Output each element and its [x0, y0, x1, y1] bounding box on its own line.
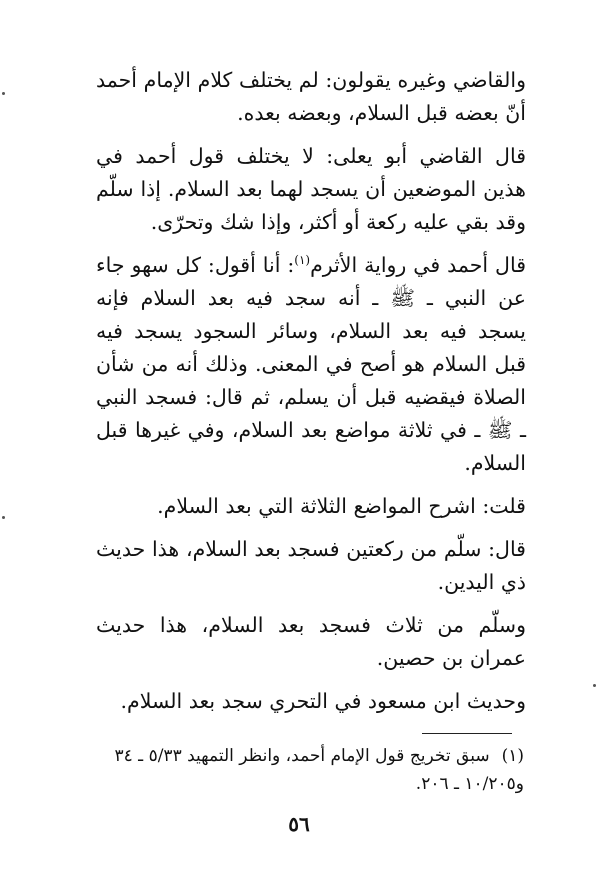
margin-mark: [2, 92, 5, 95]
footnote-reference[interactable]: (١): [294, 253, 311, 268]
paragraph-7: وحديث ابن مسعود في التحري سجد بعد السلام.: [120, 689, 526, 713]
paragraph-5: قال: سلّم من ركعتين فسجد بعد السلام، هذا حديث ذي اليدين.: [96, 537, 526, 594]
paragraph-6: وسلّم من ثلاث فسجد بعد السلام، هذا حديث عمران بن حصين.: [96, 613, 526, 670]
page-number: ٥٦: [288, 812, 310, 836]
footnote-divider: [422, 733, 512, 734]
paragraph-1: والقاضي وغيره يقولون: لم يختلف كلام الإمام أحمد أنّ بعضه قبل السلام، وبعضه بعده.: [96, 68, 526, 125]
footnote: [86, 742, 524, 798]
athram-text-rest: : أنا أقول: كل سهو جاء عن النبي ـ ﷺ ـ أنه سجد فيه بعد السلام فإنه يسجد فيه بعد السلام، وسائر السجود يسجد فيه قبل السلام هو أصح في المعنى. وذلك أنه من شأن الصلاة فيقضيه قبل أن يسلم، ثم قال: فسجد النبي ـ ﷺ ـ في ثلاثة مواضع بعد السلام، وفي غيرها قبل السلام.: [96, 253, 526, 475]
main-text: [96, 64, 526, 728]
footnote-number: (١): [501, 746, 524, 766]
margin-mark: [593, 684, 596, 687]
athram-text-start: قال أحمد في رواية الأثرم: [310, 253, 526, 277]
margin-mark: [2, 516, 5, 519]
paragraph-4: قلت: اشرح المواضع الثلاثة التي بعد السلام.: [157, 494, 526, 518]
footnote-text: سبق تخريج قول الإمام أحمد، وانظر التمهيد ٥/٣٣ ـ ٣٤ و١٠/٢٠٥ ـ ٢٠٦.: [114, 746, 524, 794]
paragraph-3: [96, 249, 526, 480]
paragraph-2: قال القاضي أبو يعلى: لا يختلف قول أحمد في هذين الموضعين أن يسجد لهما بعد السلام. إذا سلّم وقد بقي عليه ركعة أو أكثر، وإذا شك وتحرّى.: [96, 144, 526, 234]
